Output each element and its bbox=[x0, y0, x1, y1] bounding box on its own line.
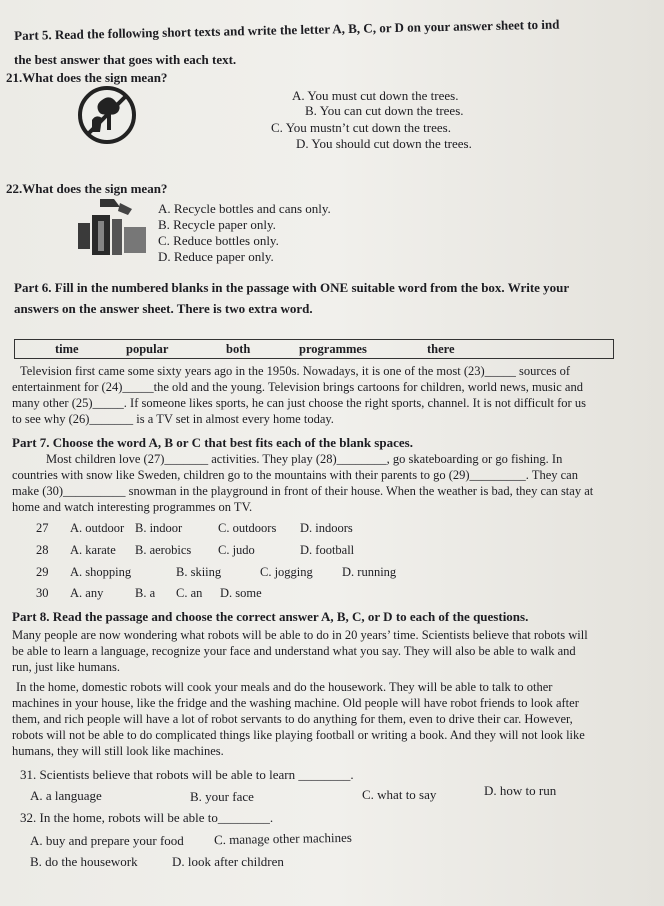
part6-title-line1: Part 6. Fill in the numbered blanks in the passage with ONE suitable word from the box. Write your bbox=[14, 280, 570, 295]
q27-number: 27 bbox=[36, 521, 49, 535]
word-box-item: programmes bbox=[299, 342, 367, 356]
q22-option-c: C. Reduce bottles only. bbox=[158, 233, 279, 248]
q21-option-a: A. You must cut down the trees. bbox=[292, 88, 459, 103]
part5-title-line1: Part 5. Read the following short texts and write the letter A, B, C, or D on your answer sheet to ind bbox=[14, 16, 560, 43]
part6-passage-line: entertainment for (24)_____the old and the young. Television brings cartoons for children, world news, music and bbox=[12, 380, 583, 394]
part6-passage-line: Television first came some sixty years ago in the 1950s. Nowadays, it is one of the most (23)_____ sources of bbox=[20, 364, 571, 378]
q31-option-c: C. what to say bbox=[362, 787, 437, 802]
q31-option-b: B. your face bbox=[190, 789, 254, 804]
q31-option-d: D. how to run bbox=[484, 783, 557, 798]
part7-passage-line: Most children love (27)_______ activities. They play (28)________, go skateboarding or go fishing. In bbox=[46, 452, 563, 466]
part5-title-line2: the best answer that goes with each text. bbox=[14, 52, 237, 67]
word-box-item: there bbox=[427, 342, 455, 356]
q32-option-d: D. look after children bbox=[172, 854, 284, 869]
q28-option-b: B. aerobics bbox=[135, 543, 192, 557]
word-box-item: time bbox=[55, 342, 79, 356]
q28-option-c: C. judo bbox=[218, 543, 255, 557]
part6-passage-line: many other (25)_____. If someone likes sports, he can just choose the right sports, channel. It is not difficult for us bbox=[12, 396, 586, 410]
part8-para2-line: machines in your house, like the fridge and the washing machine. Old people will have robot friends to look after bbox=[12, 696, 579, 710]
q31-option-a: A. a language bbox=[30, 788, 102, 803]
q29-number: 29 bbox=[36, 565, 49, 579]
part7-passage-line: countries with snow like Sweden, children go to the mountains with their parents to go (29)_________. They can bbox=[12, 468, 578, 482]
q28-number: 28 bbox=[36, 543, 49, 557]
q29-option-b: B. skiing bbox=[176, 565, 222, 579]
q30-option-a: A. any bbox=[70, 586, 104, 600]
q27-option-a: A. outdoor bbox=[70, 521, 125, 535]
q27-option-b: B. indoor bbox=[135, 521, 183, 535]
q30-option-b: B. a bbox=[135, 586, 156, 600]
part7-passage-line: home and watch interesting programmes on TV. bbox=[12, 500, 253, 514]
part8-para2-line: humans, they will still look like machines. bbox=[12, 744, 224, 758]
q22-option-a: A. Recycle bottles and cans only. bbox=[158, 201, 331, 216]
word-box bbox=[14, 339, 614, 359]
part7-passage-line: make (30)__________ snowman in the playground in front of their house. When the weather is bad, they can stay at bbox=[12, 484, 594, 498]
part8-para1-line: Many people are now wondering what robots will be able to do in 20 years’ time. Scientists believe that robots will bbox=[12, 628, 588, 642]
q29-option-d: D. running bbox=[342, 565, 397, 579]
word-box-item: popular bbox=[126, 342, 169, 356]
q22-stem: 22.What does the sign mean? bbox=[6, 181, 168, 196]
part8-para1-line: run, just like humans. bbox=[12, 660, 120, 674]
q32-option-c: C. manage other machines bbox=[213, 829, 353, 848]
part6-title-line2: answers on the answer sheet. There is two extra word. bbox=[14, 301, 313, 316]
q27-option-d: D. indoors bbox=[300, 521, 353, 535]
q21-option-b: B. You can cut down the trees. bbox=[305, 103, 464, 118]
part6-passage-line: to see why (26)_______ is a TV set in almost every home today. bbox=[12, 412, 334, 426]
part7-title: Part 7. Choose the word A, B or C that best fits each of the blank spaces. bbox=[12, 435, 413, 450]
part8-para1-line: be able to learn a language, recognize your face and understand what you say. They will also be able to walk and bbox=[12, 644, 576, 658]
q28-option-a: A. karate bbox=[70, 543, 116, 557]
q21-option-c: C. You mustn’t cut down the trees. bbox=[271, 120, 451, 135]
q30-number: 30 bbox=[36, 586, 49, 600]
q27-option-c: C. outdoors bbox=[218, 521, 277, 535]
part8-para2-line: In the home, domestic robots will cook your meals and do the housework. They will be able to talk to other bbox=[16, 680, 553, 694]
q30-option-c: C. an bbox=[176, 586, 203, 600]
q22-option-b: B. Recycle paper only. bbox=[158, 217, 276, 232]
part8-para2-line: them, and rich people will have a lot of robot servants to do anything for them, even to drive their car. However, bbox=[12, 712, 573, 726]
q22-option-d: D. Reduce paper only. bbox=[158, 249, 274, 264]
part8-title: Part 8. Read the passage and choose the correct answer A, B, C, or D to each of the questions. bbox=[12, 609, 529, 624]
q32-stem: 32. In the home, robots will be able to________. bbox=[20, 810, 274, 825]
q21-option-d: D. You should cut down the trees. bbox=[296, 136, 472, 151]
q21-stem: 21.What does the sign mean? bbox=[6, 70, 168, 85]
q30-option-d: D. some bbox=[220, 586, 262, 600]
recycle-bins-icon bbox=[74, 197, 152, 261]
word-box-item: both bbox=[226, 342, 251, 356]
no-tree-cutting-sign-icon bbox=[78, 86, 136, 144]
q29-option-a: A. shopping bbox=[70, 565, 132, 579]
part8-para2-line: robots will not be able to do complicated things like playing football or writing a book. And they will not look like bbox=[12, 728, 585, 742]
q32-option-a: A. buy and prepare your food bbox=[30, 833, 184, 848]
q31-stem: 31. Scientists believe that robots will be able to learn ________. bbox=[20, 767, 354, 782]
q32-option-b: B. do the housework bbox=[30, 854, 138, 869]
q28-option-d: D. football bbox=[300, 543, 355, 557]
q29-option-c: C. jogging bbox=[260, 565, 313, 579]
